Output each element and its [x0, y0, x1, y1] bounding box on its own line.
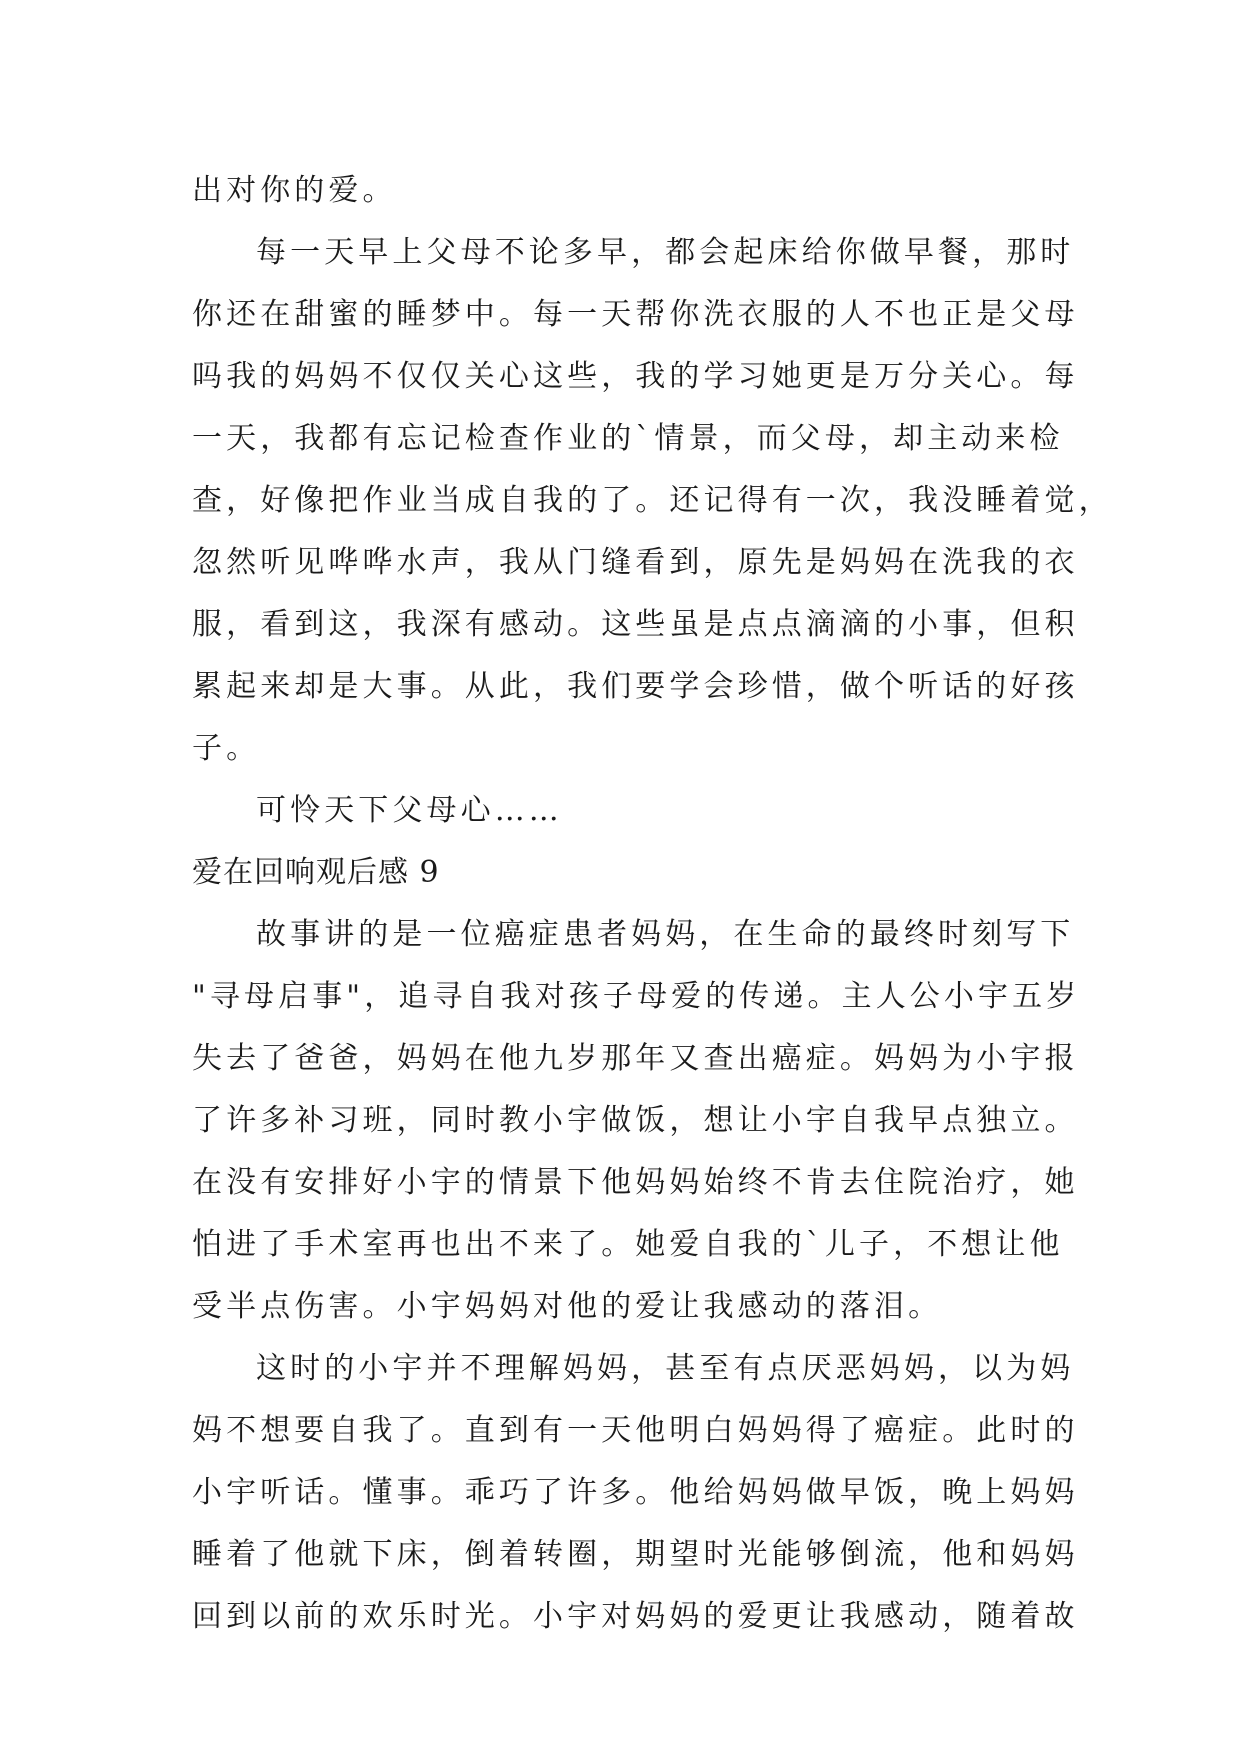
- text-line: 可怜天下父母心……: [256, 793, 563, 828]
- document-body: [192, 160, 1113, 1648]
- text-line: 吗我的妈妈不仅仅关心这些，我的学习她更是万分关心。每: [192, 359, 1079, 394]
- text-line: 出对你的爱。: [192, 173, 397, 208]
- text-line: 妈不想要自我了。直到有一天他明白妈妈得了癌症。此时的: [192, 1413, 1079, 1448]
- text-line: 一天，我都有忘记检查作业的`情景，而父母，却主动来检: [192, 421, 1064, 456]
- text-line: 忽然听见哗哗水声，我从门缝看到，原先是妈妈在洗我的衣: [192, 545, 1079, 580]
- text-line: "寻母启事"，追寻自我对孩子母爱的传递。主人公小宇五岁: [192, 979, 1081, 1014]
- section-title: 爱在回响观后感 9: [192, 855, 440, 890]
- text-line: 故事讲的是一位癌症患者妈妈，在生命的最终时刻写下: [256, 917, 1075, 952]
- text-line: 受半点伤害。小宇妈妈对他的爱让我感动的落泪。: [192, 1289, 943, 1324]
- text-line: 了许多补习班，同时教小宇做饭，想让小宇自我早点独立。: [192, 1103, 1079, 1138]
- text-line: 怕进了手术室再也出不来了。她爱自我的`儿子，不想让他: [192, 1227, 1064, 1262]
- text-line: 你还在甜蜜的睡梦中。每一天帮你洗衣服的人不也正是父母: [192, 297, 1079, 332]
- text-line: 失去了爸爸，妈妈在他九岁那年又查出癌症。妈妈为小宇报: [192, 1041, 1079, 1076]
- text-line: 在没有安排好小宇的情景下他妈妈始终不肯去住院治疗，她: [192, 1165, 1079, 1200]
- text-line: 每一天早上父母不论多早，都会起床给你做早餐，那时: [256, 235, 1075, 270]
- text-line: 睡着了他就下床，倒着转圈，期望时光能够倒流，他和妈妈: [192, 1537, 1079, 1572]
- text-line: 子。: [192, 731, 261, 766]
- text-line: 累起来却是大事。从此，我们要学会珍惜，做个听话的好孩: [192, 669, 1079, 704]
- text-line: 这时的小宇并不理解妈妈，甚至有点厌恶妈妈，以为妈: [256, 1351, 1075, 1386]
- text-line: 小宇听话。懂事。乖巧了许多。他给妈妈做早饭，晚上妈妈: [192, 1475, 1079, 1510]
- text-line: 服，看到这，我深有感动。这些虽是点点滴滴的小事，但积: [192, 607, 1079, 642]
- text-line: 查，好像把作业当成自我的了。还记得有一次，我没睡着觉，: [192, 483, 1113, 518]
- text-line: 回到以前的欢乐时光。小宇对妈妈的爱更让我感动，随着故: [192, 1599, 1079, 1634]
